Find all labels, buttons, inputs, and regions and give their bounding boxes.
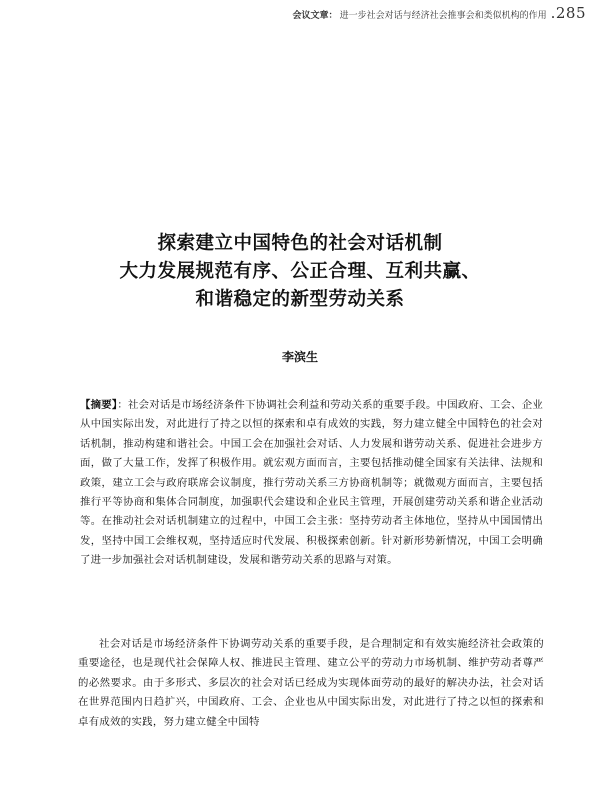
title-line-2: 大力发展规范有序、公正合理、互利共赢、: [119, 261, 481, 282]
running-head: [293, 4, 586, 22]
page-number: .285: [550, 4, 586, 22]
title-line-1: 探索建立中国特色的社会对话机制: [157, 233, 443, 254]
title-line-3: 和谐稳定的新型劳动关系: [195, 289, 405, 310]
abstract-text: ：社会对话是市场经济条件下协调社会利益和劳动关系的重要手段。中国政府、工会、企业从中国实际出发，对此进行了持之以恒的探索和卓有成效的实践，努力建立健全中国特色的社会对话机制，推动构建和谐社会。中国工会在加强社会对话、人力发展和谐劳动关系、促进社会进步方面，做了大量工作，发挥了积极作用。就宏观方面而言，主要包括推动健全国家有关法律、法规和政策，建立工会与政府联席会议制度，推行劳动关系三方协商机制等；就微观方面而言，主要包括推行平等协商和集体合同制度，加强职代会建设和企业民主管理，开展创建劳动关系和谐企业活动等。在推动社会对话机制建立的过程中，中国工会主张：坚持劳动者主体地位，坚持从中国国情出发，坚持中国工会维权观，坚持适应时代发展、积极探索创新。针对新形势新情况，中国工会明确了进一步加强社会对话机制建设，发展和谐劳动关系的思路与对策。: [80, 399, 543, 567]
article-title: [0, 230, 600, 314]
running-head-text: 进一步社会对话与经济社会推事会和类似机构的作用: [339, 11, 547, 21]
author-name: 李滨生: [281, 350, 318, 364]
abstract-label: 【摘要】: [80, 399, 118, 411]
page-number-value: 285: [555, 4, 586, 22]
body-paragraph: 社会对话是市场经济条件下协调劳动关系的重要手段，是合理制定和有效实施经济社会政策的重要途径，也是现代社会保障人权、推进民主管理、建立公平的劳动力市场机制、维护劳动者尊严的必然要求。由于多形式、多层次的社会对话已经成为实现体面劳动的最好的解决办法，社会对话在世界范围内日趋扩兴，中国政府、工会、企业也从中国实际出发，对此进行了持之以恒的探索和卓有成效的实践，努力建立健全中国特: [78, 638, 544, 728]
abstract: [80, 396, 543, 571]
running-head-label: 会议文章：: [292, 11, 338, 21]
